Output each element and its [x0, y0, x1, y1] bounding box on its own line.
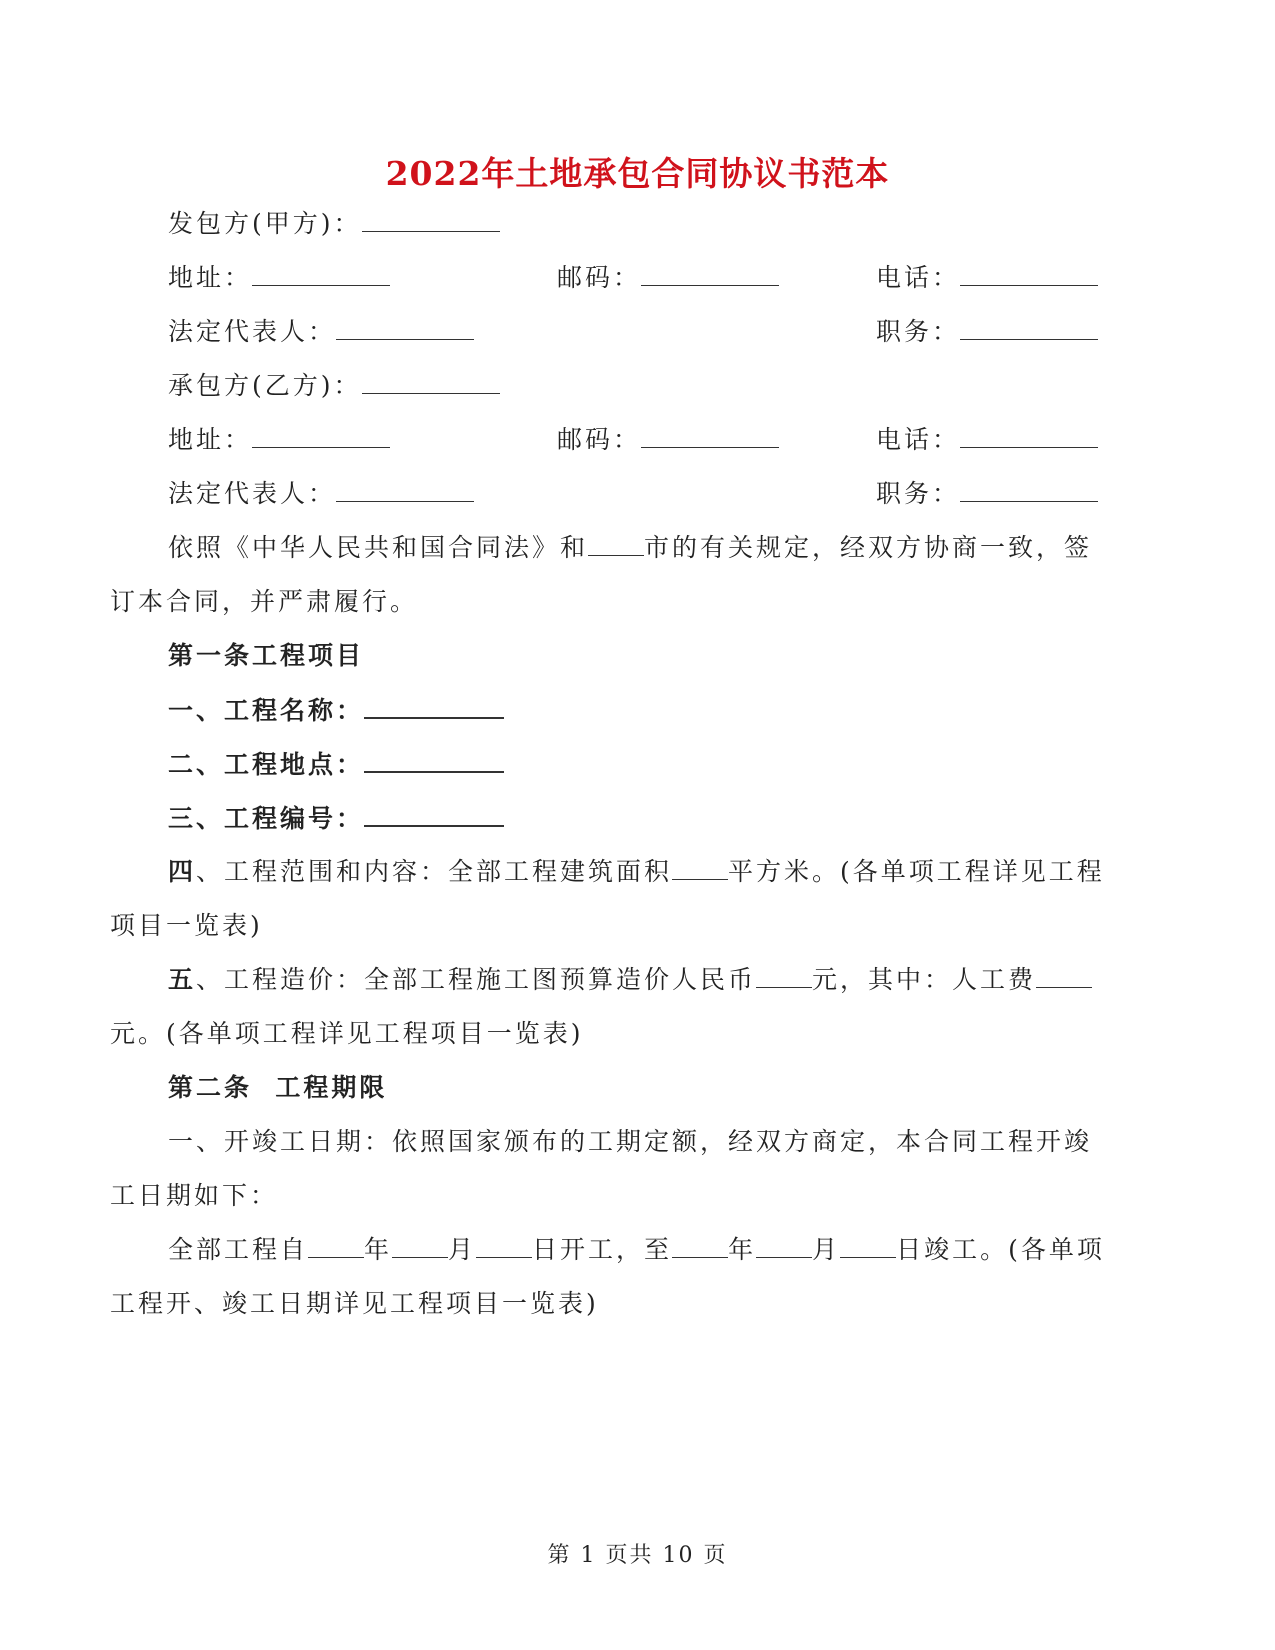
- project-cost-line-2: [110, 1017, 584, 1051]
- postcode-blank: [641, 423, 779, 448]
- area-blank: [672, 855, 728, 880]
- dates-text: 全部工程自: [168, 1235, 309, 1264]
- intro-text: 订本合同，并严肃履行。: [110, 587, 419, 616]
- position-blank: [960, 315, 1098, 340]
- postcode-label: 邮码：: [557, 425, 642, 454]
- party-a-postcode-line: [557, 261, 779, 295]
- labor-cost-blank: [1036, 963, 1092, 988]
- dates-text: 年: [364, 1235, 393, 1264]
- dates-line-2: [110, 1287, 599, 1321]
- project-number-blank: [364, 801, 504, 827]
- page-footer: 第 1 页共 10 页: [547, 1543, 728, 1568]
- party-b-label: 承包方(乙方)：: [168, 371, 362, 400]
- cost-text: 、工程造价：全部工程施工图预算造价人民币: [196, 965, 757, 994]
- project-number-line: [168, 801, 504, 836]
- dates-text: 工程开、竣工日期详见工程项目一览表): [110, 1289, 599, 1318]
- start-day-blank: [476, 1233, 532, 1258]
- position-label: 职务：: [876, 479, 961, 508]
- scope-text: 项目一览表): [110, 911, 263, 940]
- legal-rep-label: 法定代表人：: [168, 479, 337, 508]
- project-name-label: 一、工程名称：: [168, 696, 365, 725]
- party-a-position-line: [876, 315, 1098, 349]
- project-cost-line: [168, 963, 1092, 997]
- intro-line-2: [110, 585, 418, 619]
- project-location-blank: [364, 747, 504, 773]
- position-blank: [960, 477, 1098, 502]
- legal-rep-blank: [336, 315, 474, 340]
- party-b-address-line: [168, 423, 390, 457]
- address-blank: [252, 261, 390, 286]
- party-a-phone-line: [876, 261, 1098, 295]
- document-title: 2022年土地承包合同协议书范本: [385, 154, 890, 193]
- item-number: 五: [168, 965, 197, 994]
- end-year-blank: [672, 1233, 728, 1258]
- project-name-line: [168, 693, 504, 728]
- dates-line: [168, 1233, 1105, 1267]
- party-a-rep-line: [168, 315, 474, 349]
- intro-text: 依照《中华人民共和国合同法》和: [168, 533, 589, 562]
- phone-label: 电话：: [876, 425, 961, 454]
- cost-text: 元，其中：人工费: [812, 965, 1037, 994]
- party-b-position-line: [876, 477, 1098, 511]
- article-1-heading: 第一条工程项目: [168, 641, 365, 670]
- party-a-address-line: [168, 261, 390, 295]
- phone-label: 电话：: [876, 263, 961, 292]
- postcode-label: 邮码：: [557, 263, 642, 292]
- party-b-phone-line: [876, 423, 1098, 457]
- schedule-line-2: [110, 1179, 278, 1213]
- scope-text: 平方米。(各单项工程详见工程: [728, 857, 1105, 886]
- project-scope-line-2: [110, 909, 263, 943]
- intro-line-1: [168, 531, 1092, 565]
- schedule-line-1: [168, 1125, 1092, 1159]
- party-b-rep-line: [168, 477, 474, 511]
- party-b-postcode-line: [557, 423, 779, 457]
- phone-blank: [960, 261, 1098, 286]
- project-number-label: 三、工程编号：: [168, 804, 365, 833]
- dates-text: 日竣工。(各单项: [896, 1235, 1105, 1264]
- legal-rep-blank: [336, 477, 474, 502]
- start-month-blank: [392, 1233, 448, 1258]
- project-location-label: 二、工程地点：: [168, 750, 365, 779]
- legal-rep-label: 法定代表人：: [168, 317, 337, 346]
- end-month-blank: [756, 1233, 812, 1258]
- end-day-blank: [840, 1233, 896, 1258]
- party-a-line: [168, 207, 500, 241]
- intro-text: 市的有关规定，经双方协商一致，签: [644, 533, 1093, 562]
- phone-blank: [960, 423, 1098, 448]
- party-a-label: 发包方(甲方)：: [168, 209, 362, 238]
- project-location-line: [168, 747, 504, 782]
- city-blank: [588, 531, 644, 556]
- party-b-blank: [362, 369, 500, 394]
- item-number: 四: [168, 857, 197, 886]
- dates-text: 月: [448, 1235, 477, 1264]
- dates-text: 日开工，至: [532, 1235, 673, 1264]
- start-year-blank: [308, 1233, 364, 1258]
- address-blank: [252, 423, 390, 448]
- party-b-line: [168, 369, 500, 403]
- cost-text: 元。(各单项工程详见工程项目一览表): [110, 1019, 584, 1048]
- postcode-blank: [641, 261, 779, 286]
- article-2-heading: 第二条 工程期限: [168, 1073, 388, 1102]
- project-name-blank: [364, 693, 504, 719]
- address-label: 地址：: [168, 425, 253, 454]
- schedule-text: 工日期如下：: [110, 1181, 279, 1210]
- project-scope-line: [168, 855, 1105, 889]
- dates-text: 年: [728, 1235, 757, 1264]
- address-label: 地址：: [168, 263, 253, 292]
- position-label: 职务：: [876, 317, 961, 346]
- scope-text: 、工程范围和内容：全部工程建筑面积: [196, 857, 673, 886]
- total-cost-blank: [756, 963, 812, 988]
- party-a-blank: [362, 207, 500, 232]
- schedule-text: 一、开竣工日期：依照国家颁布的工期定额，经双方商定，本合同工程开竣: [168, 1127, 1093, 1156]
- dates-text: 月: [812, 1235, 841, 1264]
